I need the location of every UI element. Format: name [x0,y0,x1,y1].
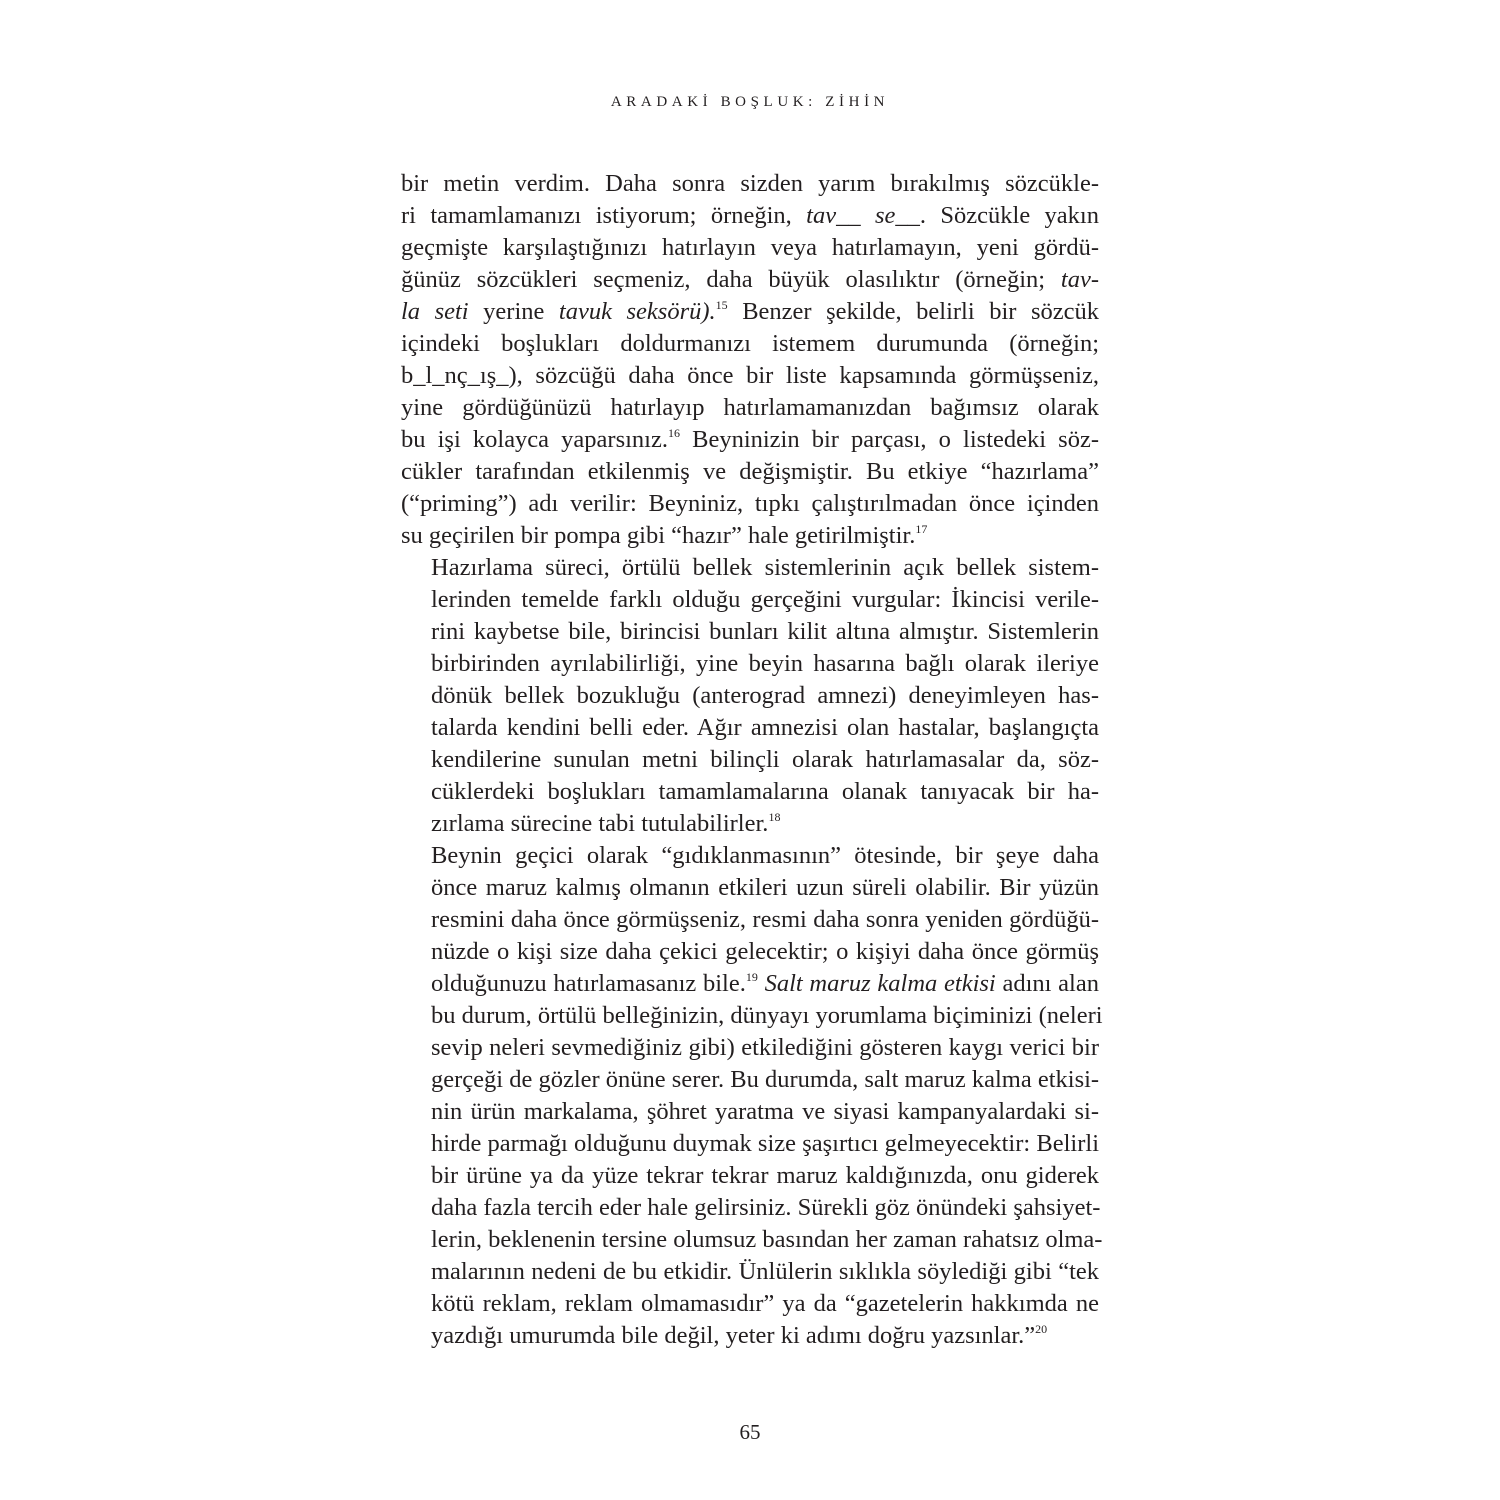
text-run: nüzde o kişi size daha çekici gelecektir; o kişiyi daha önce görmüş [431,938,1099,965]
text-run: önce maruz kalmış olmanın etkileri uzun süreli olabilir. Bir yüzün [431,874,1099,901]
running-head: ARADAKİ BOŞLUK: ZİHİN [610,94,890,110]
text-line [401,936,1099,968]
text-run: bu işi kolayca yaparsınız. [401,426,668,453]
text-run: lerin, beklenenin tersine olumsuz basından her zaman rahatsız olma- [431,1226,1103,1253]
text-line [401,552,1099,584]
text-run: sevip neleri sevmediğiniz gibi) etkilediğini gösteren kaygı verici bir [431,1034,1099,1061]
text-run: bu durum, örtülü belleğinizin, dünyayı yorumlama biçiminizi (neleri [431,1002,1103,1029]
text-run: cüklerdeki boşlukları tamamlamalarına olanak tanıyacak bir ha- [431,778,1099,805]
text-run: geçmişte karşılaştığınızı hatırlayın veya hatırlamayın, yeni gördü- [401,234,1099,261]
text-line [401,360,1099,392]
text-run: kötü reklam, reklam olmamasıdır” ya da “gazetelerin hakkımda ne [431,1290,1099,1317]
text-line [401,328,1099,360]
text-run: su geçirilen bir pompa gibi “hazır” hale getirilmiştir. [401,522,916,549]
footnote-reference: 19 [745,970,758,984]
text-run: hirde parmağı olduğunu duymak size şaşırtıcı gelmeyecektir: Belirli [431,1130,1099,1157]
text-line [401,168,1099,200]
text-run: rini kaybetse bile, birincisi bunları kilit altına almıştır. Sistemlerin [431,618,1099,645]
text-line [401,1192,1099,1224]
footnote-reference: 18 [768,810,781,824]
text-line [401,968,1099,1000]
text-run: daha fazla tercih eder hale gelirsiniz. Sürekli göz önündeki şahsiyet- [431,1194,1101,1221]
text-run: Beynin geçici olarak “gıdıklanmasının” ötesinde, bir şeye daha [431,842,1099,869]
text-run: zırlama sürecine tabi tutulabilirler. [431,810,769,837]
text-run: ğünüz sözcükleri seçmeniz, daha büyük olasılıktır (örneğin; [401,266,1061,293]
text-run: cükler tarafından etkilenmiş ve değişmiştir. Bu etkiye “hazırlama” [401,458,1099,485]
italic-text: tav- [1060,266,1099,293]
text-run [758,970,765,997]
paragraph [401,168,1099,552]
text-run: nin ürün markalama, şöhret yaratma ve siyasi kampanyalardaki si- [431,1098,1099,1125]
text-line [401,648,1099,680]
text-line [401,808,1099,840]
text-line [401,872,1099,904]
text-line [401,776,1099,808]
text-run: . Sözcükle yakın [919,202,1099,229]
text-line [401,264,1099,296]
footnote-reference: 17 [915,522,928,536]
text-line [401,520,1099,552]
text-line [401,200,1099,232]
italic-text: la seti [401,298,469,325]
text-run: yazdığı umurumda bile değil, yeter ki adımı doğru yazsınlar.” [431,1322,1036,1349]
text-run: bir metin verdim. Daha sonra sizden yarım bırakılmış sözcükle- [401,170,1099,197]
text-run: (“priming”) adı verilir: Beyniniz, tıpkı çalıştırılmadan önce içinden [401,490,1099,517]
text-run: Beyninizin bir parçası, o listedeki söz- [679,426,1099,453]
text-run: yine gördüğünüzü hatırlayıp hatırlamamanızdan bağımsız olarak [401,394,1099,421]
text-line [401,1320,1099,1352]
text-run: resmini daha önce görmüşseniz, resmi daha sonra yeniden gördüğü- [431,906,1099,933]
text-line [401,1160,1099,1192]
text-run: içindeki boşlukları doldurmanızı istemem durumunda (örneğin; [401,330,1099,357]
text-run: lerinden temelde farklı olduğu gerçeğini vurgular: İkincisi verile- [431,586,1099,613]
text-line [401,1224,1103,1256]
text-line [401,584,1099,616]
text-run: talarda kendini belli eder. Ağır amnezisi olan hastalar, başlangıçta [431,714,1099,741]
text-run: malarının nedeni de bu etkidir. Ünlülerin sıklıkla söylediği gibi “tek [431,1258,1099,1285]
page-number: 65 [739,1420,761,1444]
text-run: Hazırlama süreci, örtülü bellek sistemlerinin açık bellek sistem- [431,554,1099,581]
text-run: adını alan [995,970,1099,997]
text-run: yerine [468,298,559,325]
text-line [401,616,1099,648]
footnote-reference: 15 [715,298,728,312]
text-run: ri tamamlamanızı istiyorum; örneğin, [401,202,807,229]
text-line [401,1288,1099,1320]
text-run: birbirinden ayrılabilirliği, yine beyin hasarına bağlı olarak ileriye [431,650,1099,677]
italic-text: Salt maruz kalma etkisi [764,970,996,997]
italic-text: tavuk seksörü). [558,298,716,325]
text-run: dönük bellek bozukluğu (anterograd amnezi) deneyimleyen has- [431,682,1099,709]
paragraph [401,840,1103,1352]
text-line [401,296,1099,328]
text-line [401,392,1099,424]
text-line [401,840,1099,872]
text-line [401,744,1099,776]
body-text [401,168,1103,1352]
text-run: olduğunuzu hatırlamasanız bile. [431,970,746,997]
text-line [401,904,1099,936]
text-line [401,1256,1099,1288]
text-line [401,1064,1099,1096]
text-run: Benzer şekilde, belirli bir sözcük [727,298,1099,325]
text-line [401,1032,1099,1064]
text-run: bir ürüne ya da yüze tekrar tekrar maruz kaldığınızda, onu giderek [431,1162,1099,1189]
text-run: b_l_nç_ış_), sözcüğü daha önce bir liste kapsamında görmüşseniz, [401,362,1099,389]
paragraph [401,552,1099,840]
text-line [401,456,1099,488]
text-run: gerçeği de gözler önüne serer. Bu durumda, salt maruz kalma etkisi- [431,1066,1100,1093]
text-line [401,1128,1099,1160]
text-run: kendilerine sunulan metni bilinçli olarak hatırlamasalar da, söz- [431,746,1099,773]
text-line [401,712,1099,744]
text-line [401,1096,1099,1128]
footnote-reference: 20 [1035,1322,1048,1336]
text-line [401,1000,1103,1032]
text-line [401,424,1099,456]
italic-text: tav__ se__ [806,202,920,229]
footnote-reference: 16 [667,426,680,440]
text-line [401,488,1099,520]
text-line [401,680,1099,712]
text-line [401,232,1099,264]
